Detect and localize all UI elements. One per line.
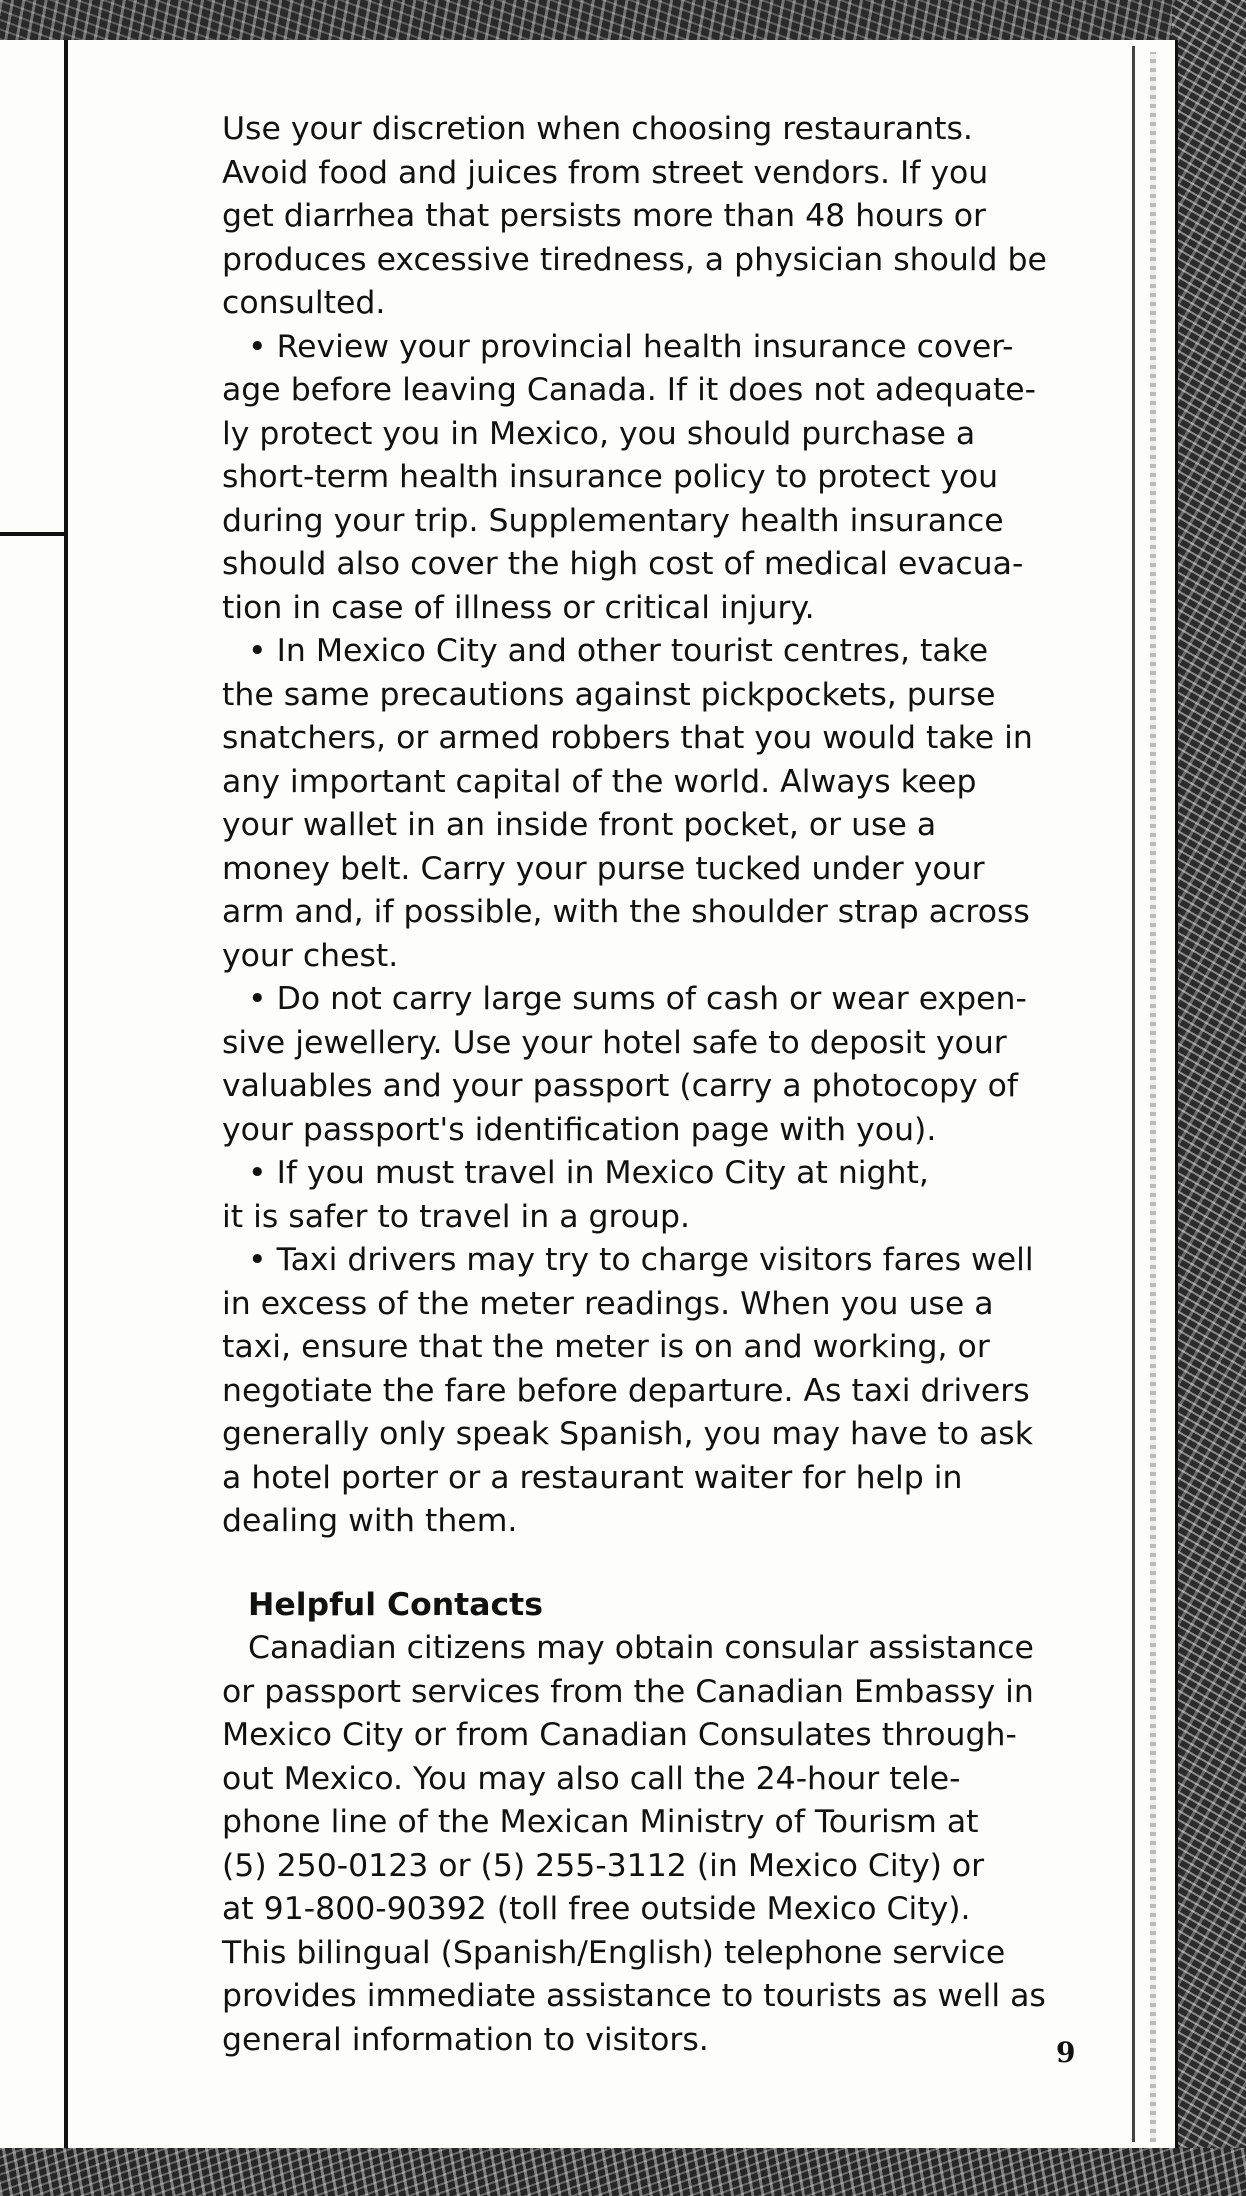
bullet-taxi bbox=[222, 1239, 1102, 1544]
text-line: snatchers, or armed robbers that you would take in bbox=[222, 720, 1033, 756]
helpful-contacts-section bbox=[222, 1584, 1102, 2063]
text-line: This bilingual (Spanish/English) telephone service bbox=[222, 1934, 1006, 1971]
text-line: general information to visitors. bbox=[222, 2021, 709, 2058]
text-line: taxi, ensure that the meter is on and working, or bbox=[222, 1329, 990, 1365]
text-line: a hotel porter or a restaurant waiter for help in bbox=[222, 1459, 963, 1496]
body-text bbox=[222, 108, 1102, 2062]
text-line: phone line of the Mexican Ministry of Tourism at bbox=[222, 1804, 979, 1840]
text-line: your chest. bbox=[222, 937, 399, 974]
text-line: Canadian citizens may obtain consular assistance bbox=[248, 1630, 1034, 1666]
text-line: • In Mexico City and other tourist centres, take bbox=[248, 633, 989, 669]
text-line: the same precautions against pickpockets, purse bbox=[222, 676, 996, 713]
text-line: in excess of the meter readings. When you use a bbox=[222, 1285, 994, 1322]
text-line: short-term health insurance policy to protect you bbox=[222, 459, 999, 495]
text-line: out Mexico. You may also call the 24-hour tele- bbox=[222, 1760, 961, 1797]
text-line: Mexico City or from Canadian Consulates through- bbox=[222, 1717, 1017, 1753]
section-gap bbox=[222, 1544, 1102, 1584]
text-line: produces excessive tiredness, a physician should be bbox=[222, 241, 1047, 278]
text-line: • If you must travel in Mexico City at night, bbox=[248, 1155, 929, 1191]
page-right-edge bbox=[1132, 46, 1135, 2142]
page-number: 9 bbox=[1056, 2036, 1076, 2069]
page-tab-line bbox=[0, 532, 66, 536]
bullet-cash bbox=[222, 978, 1102, 1152]
bullet-insurance bbox=[222, 326, 1102, 631]
text-line: • Do not carry large sums of cash or wear expen- bbox=[248, 981, 1027, 1017]
text-line: (5) 250-0123 or (5) 255-3112 (in Mexico City) or bbox=[222, 1847, 985, 1884]
text-line: should also cover the high cost of medical evacua- bbox=[222, 546, 1024, 582]
text-line: valuables and your passport (carry a photocopy of bbox=[222, 1068, 1019, 1104]
text-line: any important capital of the world. Always keep bbox=[222, 763, 977, 800]
text-line: sive jewellery. Use your hotel safe to deposit your bbox=[222, 1024, 1007, 1061]
paragraph-restaurants bbox=[222, 108, 1102, 326]
text-line: ly protect you in Mexico, you should purchase a bbox=[222, 415, 976, 452]
text-line: arm and, if possible, with the shoulder strap across bbox=[222, 894, 1030, 930]
scan-bottom-edge bbox=[0, 2148, 1246, 2196]
text-line: or passport services from the Canadian Embassy in bbox=[222, 1673, 1034, 1710]
text-line: at 91-800-90392 (toll free outside Mexico City). bbox=[222, 1891, 971, 1927]
bullet-pickpockets bbox=[222, 630, 1102, 978]
text-line: Use your discretion when choosing restaurants. bbox=[222, 111, 973, 147]
text-line: it is safer to travel in a group. bbox=[222, 1198, 691, 1235]
text-line: • Taxi drivers may try to charge visitors fares well bbox=[248, 1242, 1034, 1278]
text-line: generally only speak Spanish, you may have to ask bbox=[222, 1416, 1033, 1452]
text-line: consulted. bbox=[222, 285, 386, 321]
bullet-night-travel bbox=[222, 1152, 1102, 1239]
text-line: get diarrhea that persists more than 48 hours or bbox=[222, 198, 986, 234]
scan-top-edge bbox=[0, 0, 1246, 40]
text-line: • Review your provincial health insurance cover- bbox=[248, 328, 1014, 365]
text-line: age before leaving Canada. If it does not adequate- bbox=[222, 372, 1036, 408]
text-line: dealing with them. bbox=[222, 1503, 518, 1539]
text-line: tion in case of illness or critical injury. bbox=[222, 589, 815, 626]
text-line: Avoid food and juices from street vendors. If you bbox=[222, 154, 989, 191]
text-line: your wallet in an inside front pocket, or use a bbox=[222, 807, 937, 843]
page-fold-line bbox=[64, 40, 68, 2148]
text-line: money belt. Carry your purse tucked under your bbox=[222, 850, 985, 887]
text-line: during your trip. Supplementary health insurance bbox=[222, 502, 1004, 539]
text-line: your passport's identification page with you). bbox=[222, 1111, 937, 1148]
text-line: provides immediate assistance to tourists as well as bbox=[222, 1978, 1046, 2014]
scan-right-edge bbox=[1172, 0, 1246, 2196]
page-stack-edge bbox=[1150, 52, 1156, 2142]
section-heading: Helpful Contacts bbox=[248, 1586, 543, 1623]
text-line: negotiate the fare before departure. As taxi drivers bbox=[222, 1372, 1030, 1409]
